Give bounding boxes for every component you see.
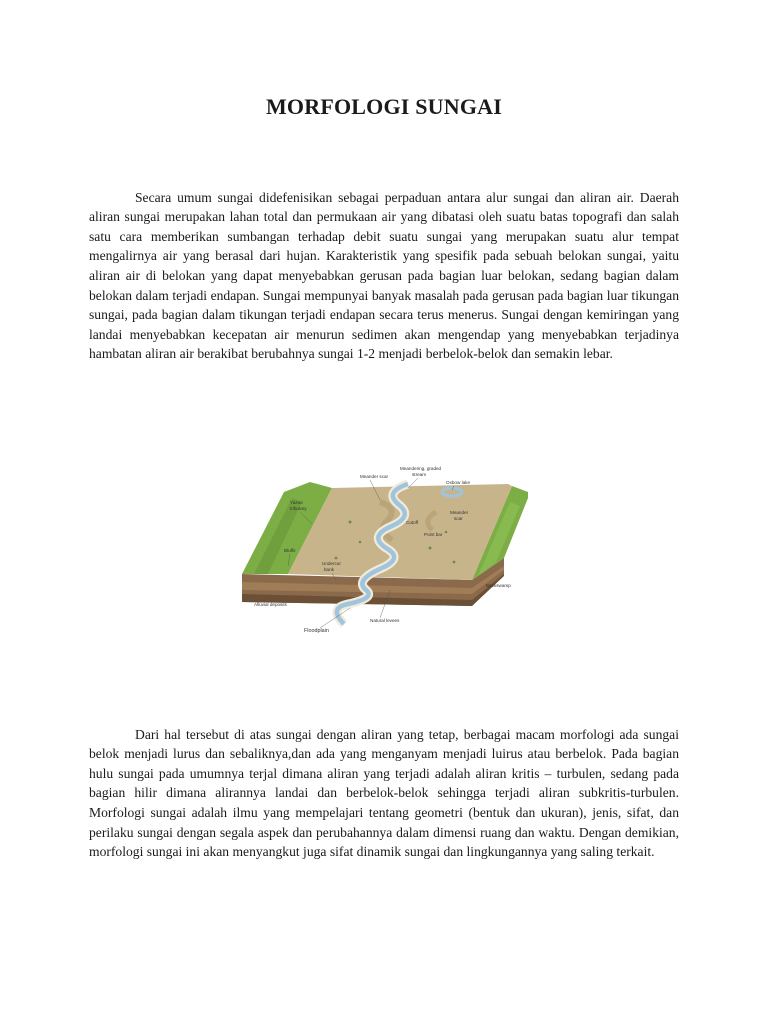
label-floodplain: Floodplain xyxy=(304,628,329,634)
label-meander-scar-right: Meander xyxy=(450,510,469,515)
label-yazoo: Yazoo xyxy=(290,500,303,505)
label-meander-scar-right-2: scar xyxy=(454,516,463,521)
page-title: MORFOLOGI SUNGAI xyxy=(265,94,503,119)
meandering-river-diagram xyxy=(240,462,530,638)
paragraph-intro: Secara umum sungai didefenisikan sebagai perpaduan antara alur sungai dan aliran air. Daerah aliran sungai merupakan lahan total dan permukaan air yang dibatasi oleh suatu batas topografi dan salah satu cara memberikan sumbangan terhadap debit suatu sungai yang merupakan suatu alur tempat mengalirnya air yang berasal dari hujan. Karakteristik yang spesifik pada sebuah belokan sungai, yaitu aliran air di belokan yang dapat menyebabkan gerusan pada bagian luar belokan, sedang bagian dalam belokan dalam terjadi endapan. Sungai mempunyai banyak masalah pada gerusan pada bagian luar tikungan sungai, pada bagian dalam tikungan terjadi endapan secara terus menerus. Sungai dengan kemiringan yang landai menyebabkan kecepatan air menurun sedimen akan mengendap yang menyebabkan terjadinya hambatan aliran air berakibat berubahnya sungai 1-2 menjadi berbelok-belok dan semakin lebar. xyxy=(89,189,679,362)
label-oxbow-lake: Oxbow lake xyxy=(446,480,471,485)
label-point-bar: Point bar xyxy=(424,532,443,537)
paragraph-morphology: Dari hal tersebut di atas sungai dengan aliran yang tetap, berbagai macam morfologi ada sungai belok menjadi lurus dan sebaliknya,dan ada yang menganyam menjadi luirus atau berbelok. Pada bagian hulu sungai pada umumnya terjal dimana aliran yang terjadi adalah aliran kritis – turbulen, sedang pada bagian hilir dimana alirannya landai dan berbelok-belok sehingga terjadi aliran subkritis-turbulen. Morfologi sungai adalah ilmu yang mempelajari tentang geometri (bentuk dan ukuran), jenis, sifat, dan perilaku sungai dengan segala aspek dan perubahannya dalam dimensi ruang dan waktu. Dengan demikian, morfologi sungai ini akan menyangkut juga sifat dinamik sungai dan lingkungannya yang saling terkait. xyxy=(89,726,679,860)
label-undercut: Undercut xyxy=(322,561,341,566)
label-natural-levees: Natural levees xyxy=(370,618,400,623)
label-meander-scar: Meander scar xyxy=(360,474,389,479)
label-meandering-stream: Meandering, graded xyxy=(400,466,442,471)
label-cutoff: Cutoff xyxy=(406,520,419,525)
label-undercut-2: bank xyxy=(324,567,334,572)
label-bluffs: Bluffs xyxy=(284,548,296,553)
label-backswamp: Backswamp xyxy=(486,583,511,588)
label-yazoo-2: tributary xyxy=(290,506,307,511)
label-meandering-stream-2: stream xyxy=(412,472,427,477)
label-alluvial-deposits: Alluvial deposits xyxy=(254,602,287,607)
